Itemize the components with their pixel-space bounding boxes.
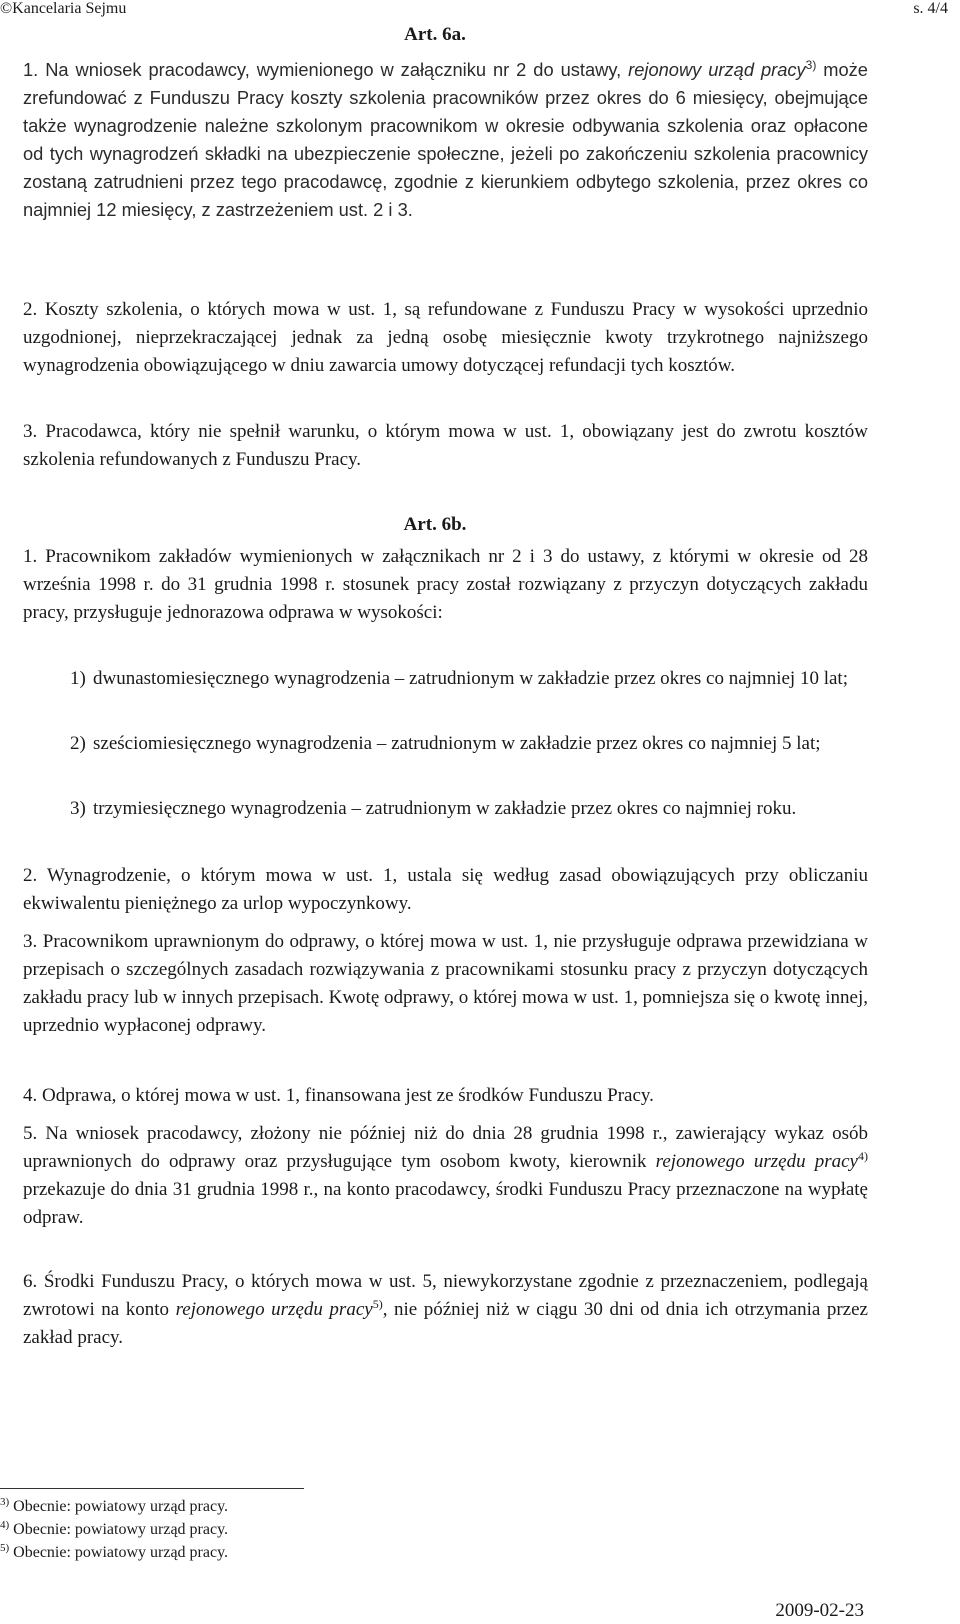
footnote-mark: 4) <box>0 1519 10 1531</box>
art6b-paragraph-1: 1. Pracownikom zakładów wymienionych w załącznikach nr 2 i 3 do ustawy, z którymi w okresie od 28 września 1998 r. do 31 grudnia 1998 r. stosunek pracy został rozwiązany z przyczyn dotyczących zakładu pracy, przysługuje jednorazowa odprawa w wysokości: <box>23 546 868 623</box>
art6b-p6-italic: rejonowego urzędu pracy <box>175 1299 373 1320</box>
footnote-4 <box>0 1521 228 1539</box>
art6a-paragraph-2: 2. Koszty szkolenia, o których mowa w ust. 1, są refundowane z Funduszu Pracy w wysokości uprzednio uzgodnionej, nieprzekraczającej jednak za jedną osobę miesięcznie kwoty trzykrotnego najniższego wynagrodzenia obowiązującego w dniu zawarcia umowy dotyczącej refundacji tych kosztów. <box>23 299 868 376</box>
publisher-header: ©Kancelaria Sejmu <box>0 0 127 17</box>
art6b-paragraph-3: 3. Pracownikom uprawnionym do odprawy, o której mowa w ust. 1, nie przysługuje odprawa przewidziana w przepisach o szczególnych zasadach rozwiązywania z pracownikami stosunku pracy z przyczyn dotyczących zakładu pracy lub w innych przepisach. Kwotę odprawy, o której mowa w ust. 1, pomniejsza się o kwotę innej, uprzednio wypłaconej odprawy. <box>23 931 868 1036</box>
footnote-text: Obecnie: powiatowy urząd pracy. <box>9 1498 229 1515</box>
list-item-text: dwunastomiesięcznego wynagrodzenia – zatrudnionym w zakładzie przez okres co najmniej 10 lat; <box>93 668 848 689</box>
list-item-number: 2) <box>70 733 86 754</box>
art6b-p5-italic: rejonowego urzędu pracy <box>655 1151 858 1172</box>
article-6a-title: Art. 6a. <box>404 24 466 45</box>
footnote-mark: 5) <box>0 1542 10 1554</box>
art6b-p6-text-b: , nie później niż w ciągu 30 dni od dnia ich otrzymania przez zakład pracy. <box>23 1299 868 1348</box>
art6b-paragraph-2: 2. Wynagrodzenie, o którym mowa w ust. 1, ustala się według zasad obowiązujących przy obliczaniu ekwiwalentu pieniężnego za urlop wypoczynkowy. <box>23 865 868 914</box>
list-item-number: 1) <box>70 668 86 689</box>
footnote-text: Obecnie: powiatowy urząd pracy. <box>9 1521 229 1538</box>
art6b-list-item-2 <box>70 730 868 758</box>
footnote-separator <box>0 1488 304 1489</box>
art6b-paragraph-4: 4. Odprawa, o której mowa w ust. 1, finansowana jest ze środków Funduszu Pracy. <box>23 1085 654 1106</box>
art6b-list-item-3 <box>70 795 868 823</box>
list-item-number: 3) <box>70 798 86 819</box>
page-number: s. 4/4 <box>913 0 948 17</box>
art6a-p1-italic: rejonowy urząd pracy <box>628 59 806 80</box>
art6b-p5-text-b: przekazuje do dnia 31 grudnia 1998 r., na konto pracodawcy, środki Funduszu Pracy przeznaczone na wypłatę odpraw. <box>23 1179 868 1228</box>
list-item-text: trzymiesięcznego wynagrodzenia – zatrudnionym w zakładzie przez okres co najmniej roku. <box>93 798 797 819</box>
footnote-ref-3: 3) <box>805 58 817 72</box>
footnote-mark: 3) <box>0 1496 10 1508</box>
art6a-p1-text-a: 1. Na wniosek pracodawcy, wymienionego w załączniku nr 2 do ustawy, <box>23 59 629 80</box>
footnote-3 <box>0 1498 228 1516</box>
art6b-paragraph-5 <box>23 1120 868 1232</box>
footnote-5 <box>0 1544 228 1562</box>
document-date: 2009-02-23 <box>775 1600 864 1621</box>
art6a-paragraph-1 <box>23 56 868 224</box>
footnote-ref-5: 5) <box>372 1297 383 1311</box>
art6b-paragraph-6 <box>23 1268 868 1352</box>
list-item-text: sześciomiesięcznego wynagrodzenia – zatrudnionym w zakładzie przez okres co najmniej 5 lat; <box>93 733 821 754</box>
art6b-p5-text-a: 5. Na wniosek pracodawcy, złożony nie później niż do dnia 28 grudnia 1998 r., zawierający wykaz osób uprawnionych do odprawy oraz przysługujące tym osobom kwoty, kierownik <box>23 1123 868 1172</box>
art6a-p1-text-b: może zrefundować z Funduszu Pracy koszty szkolenia pracowników przez okres do 6 miesięcy, obejmujące także wynagrodzenie należne szkolonym pracownikom w okresie odbywania szkolenia oraz opłacone od tych wynagrodzeń składki na ubezpieczenie społeczne, jeżeli po zakończeniu szkolenia pracownicy zostaną zatrudnieni przez tego pracodawcę, zgodnie z kierunkiem odbytego szkolenia, przez okres co najmniej 12 miesięcy, z zastrzeżeniem ust. 2 i 3. <box>23 59 868 220</box>
footnote-text: Obecnie: powiatowy urząd pracy. <box>9 1544 229 1561</box>
art6a-paragraph-3: 3. Pracodawca, który nie spełnił warunku, o którym mowa w ust. 1, obowiązany jest do zwrotu kosztów szkolenia refundowanych z Funduszu Pracy. <box>23 421 868 470</box>
art6b-p6-text-a: 6. Środki Funduszu Pracy, o których mowa w ust. 5, niewykorzystane zgodnie z przeznaczeniem, podlegają zwrotowi na konto <box>23 1271 868 1320</box>
art6b-list-item-1 <box>70 665 868 693</box>
footnote-ref-4: 4) <box>858 1149 868 1163</box>
article-6b-title: Art. 6b. <box>403 514 467 535</box>
